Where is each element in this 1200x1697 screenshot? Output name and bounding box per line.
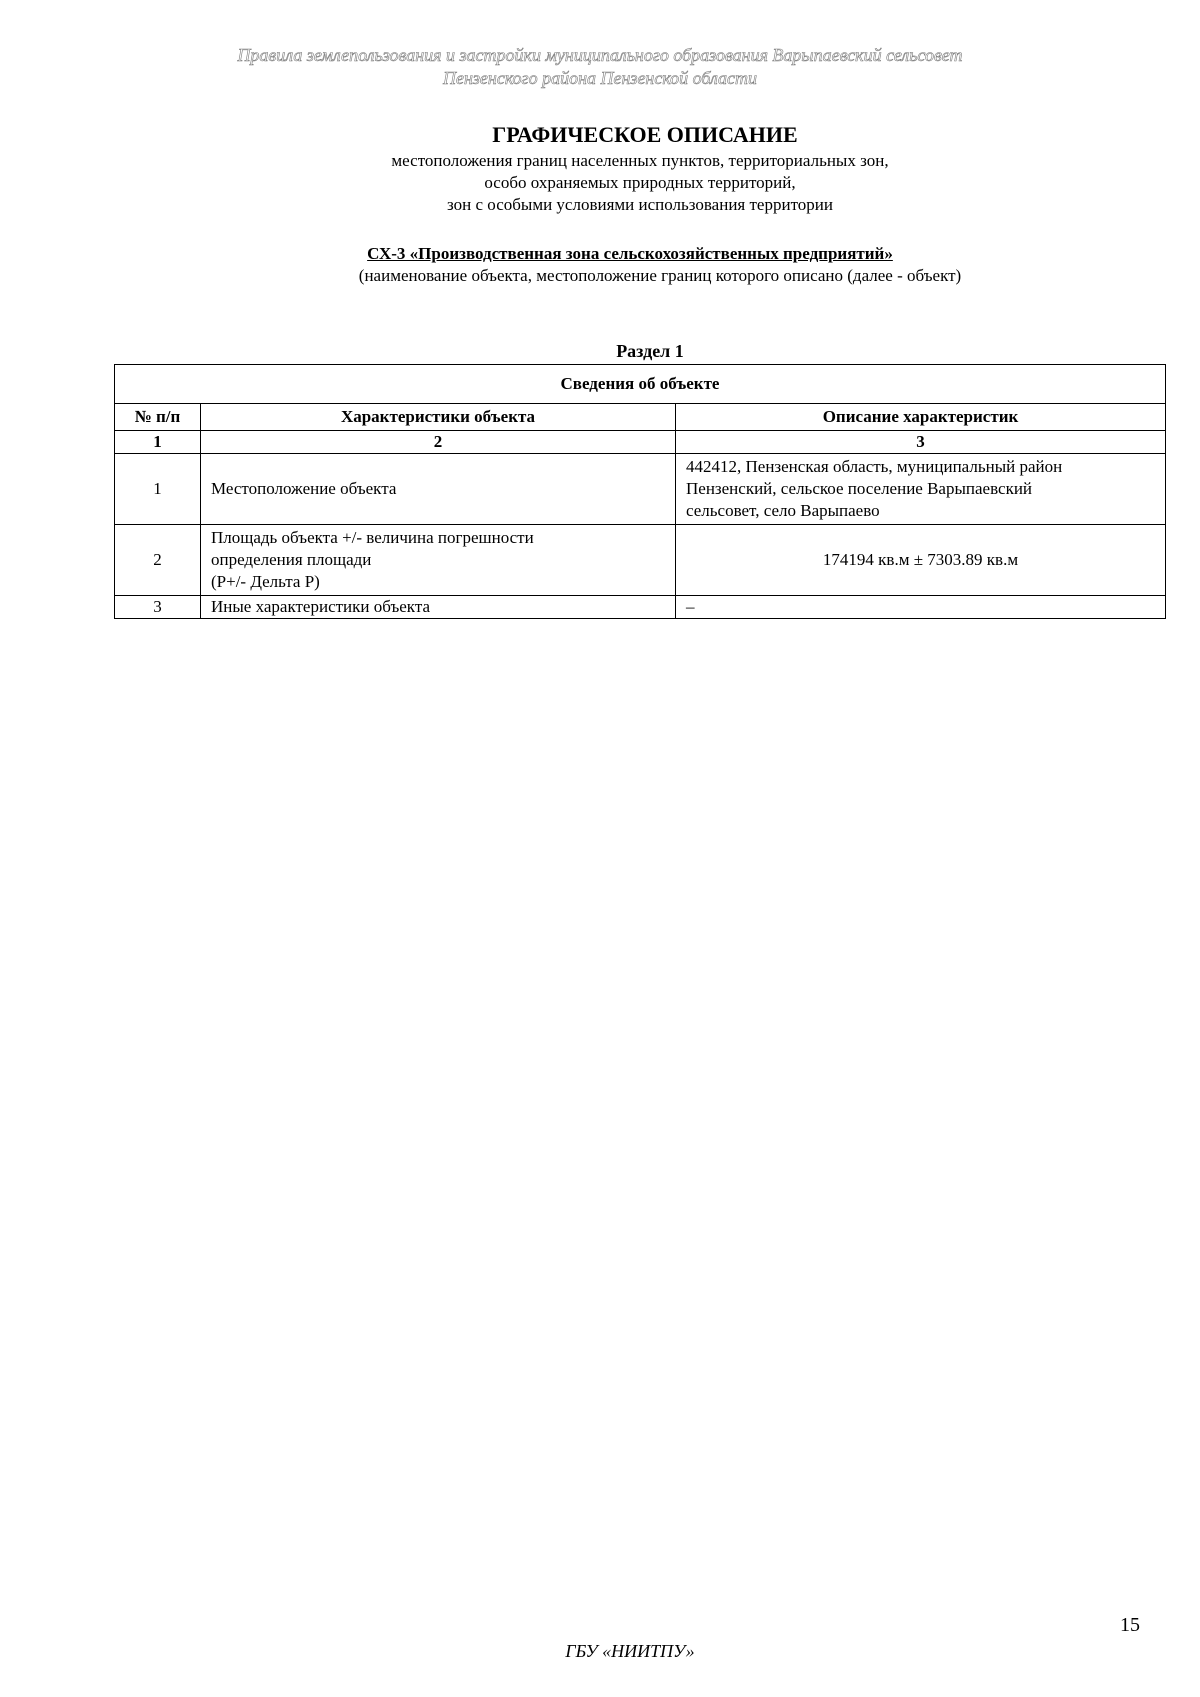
row-characteristic-line: (P+/- Дельта P)	[211, 572, 320, 591]
table-row	[115, 596, 1166, 619]
page-number: 15	[1120, 1614, 1140, 1636]
row-number: 2	[115, 525, 201, 596]
row-description: 174194 кв.м ± 7303.89 кв.м	[676, 525, 1166, 596]
row-description-line: сельсовет, село Варыпаево	[686, 501, 880, 520]
row-characteristic: Иные характеристики объекта	[201, 596, 676, 619]
object-caption: (наименование объекта, местоположение границ которого описано (далее - объект)	[358, 266, 962, 285]
table-header-row	[115, 404, 1166, 431]
object-name: СХ-3 «Производственная зона сельскохозяйственных предприятий»	[367, 244, 893, 263]
row-characteristic-line: Площадь объекта +/- величина погрешности	[211, 528, 534, 547]
row-description-line: Пензенский, сельское поселение Варыпаевский	[686, 479, 1033, 498]
row-characteristic-line: определения площади	[211, 550, 372, 569]
object-block	[210, 243, 1070, 287]
table-row	[115, 454, 1166, 525]
header-characteristic: Характеристики объекта	[201, 404, 676, 431]
header-number: № п/п	[115, 404, 201, 431]
subtitle-line-2: особо охраняемых природных территорий,	[484, 173, 796, 192]
title-block	[210, 122, 1070, 216]
running-header-line-2: Пензенского района Пензенской области	[442, 68, 758, 88]
column-number-3: 3	[676, 431, 1166, 454]
object-info-table	[114, 364, 1166, 619]
column-number-1: 1	[115, 431, 201, 454]
column-number-2: 2	[201, 431, 676, 454]
header-description: Описание характеристик	[676, 404, 1166, 431]
row-number: 3	[115, 596, 201, 619]
table-row	[115, 525, 1166, 596]
row-description: –	[676, 596, 1166, 619]
row-description	[676, 454, 1166, 525]
footer-organization: ГБУ «НИИТПУ»	[565, 1641, 695, 1661]
subtitle-line-3: зон с особыми условиями использования территории	[447, 195, 833, 214]
row-characteristic	[201, 525, 676, 596]
column-number-row	[115, 431, 1166, 454]
subtitle-line-1: местоположения границ населенных пунктов, территориальных зон,	[391, 151, 889, 170]
running-header	[0, 44, 1200, 90]
running-header-line-1: Правила землепользования и застройки муниципального образования Варыпаевский сельсовет	[237, 45, 963, 65]
row-characteristic: Местоположение объекта	[201, 454, 676, 525]
table-caption: Сведения об объекте	[115, 365, 1166, 404]
section-title: Раздел 1	[616, 341, 684, 361]
row-description-line: 442412, Пензенская область, муниципальный район	[686, 457, 1063, 476]
table-caption-row	[115, 365, 1166, 404]
row-number: 1	[115, 454, 201, 525]
document-title: ГРАФИЧЕСКОЕ ОПИСАНИЕ	[492, 122, 798, 147]
